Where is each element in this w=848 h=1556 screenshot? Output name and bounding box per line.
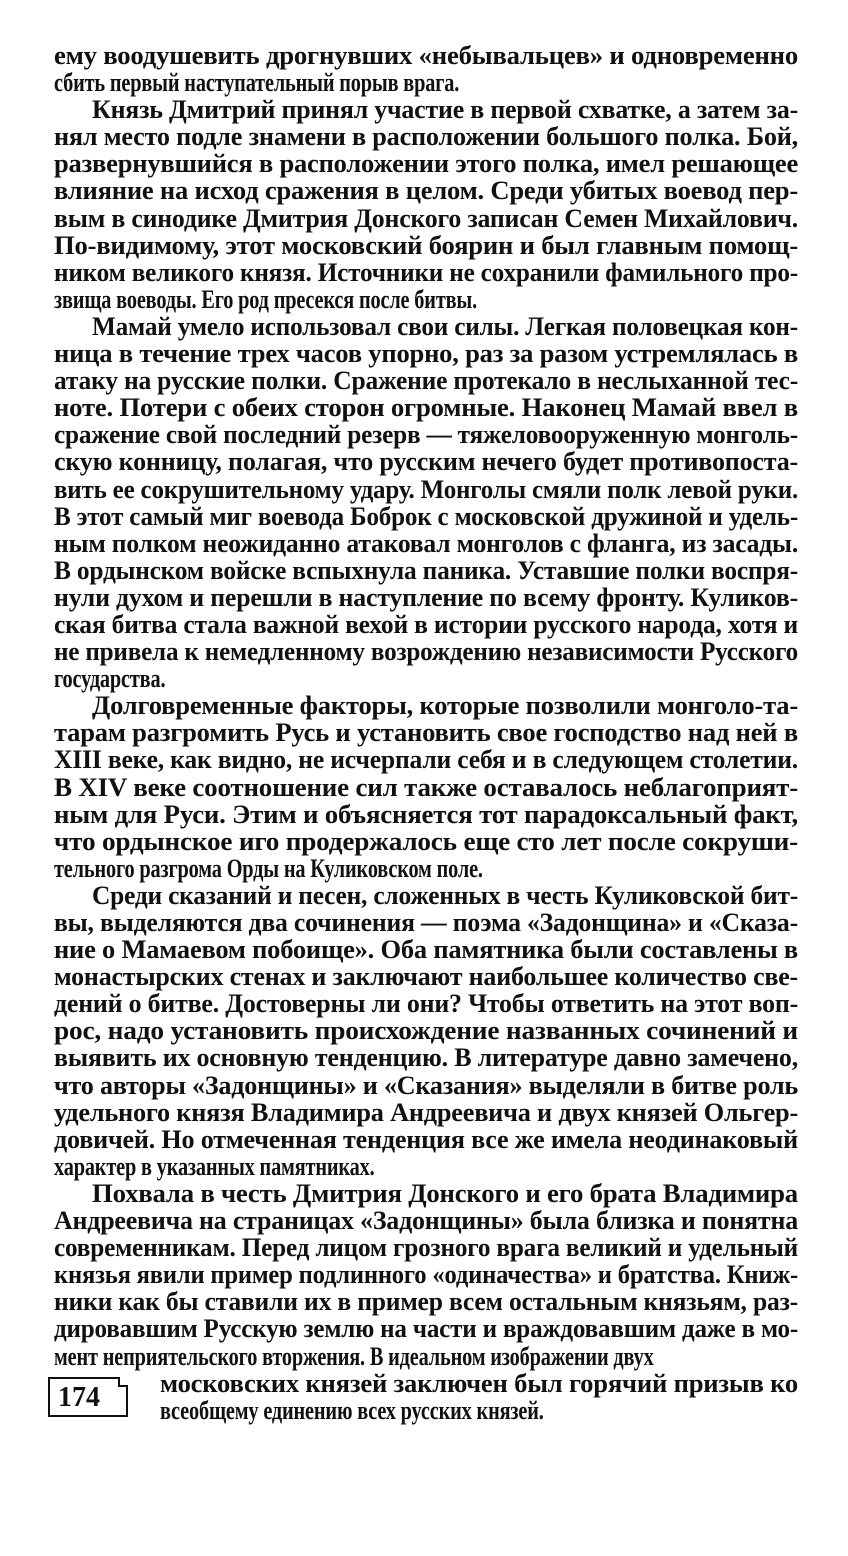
- text-line-content: удельного князя Владимира Андреевича и двух князей Ольгер-: [54, 1097, 799, 1127]
- text-line-content: XIII веке, как видно, не исчерпали себя и в следующем столетии.: [54, 745, 799, 775]
- text-line: [54, 1315, 798, 1342]
- text-line: [54, 1207, 798, 1234]
- text-line-content: что ордынское иго продержалось еще сто лет после сокруши-: [54, 826, 799, 856]
- text-line-content: князья явили пример подлинного «одиначества» и братства. Книж-: [54, 1260, 799, 1290]
- text-line: [54, 96, 798, 123]
- text-line: [54, 394, 798, 421]
- text-line: [54, 340, 798, 367]
- folded-corner-icon: [118, 1377, 128, 1387]
- paragraph: [54, 96, 798, 313]
- text-line-content: Среди сказаний и песен, сложенных в честь Куликовской бит-: [92, 880, 799, 910]
- text-line-content: ница в течение трех часов упорно, раз за разом устремлялась в: [54, 339, 798, 369]
- text-line-content: современникам. Перед лицом грозного врага великий и удельный: [54, 1233, 798, 1263]
- paragraph: [54, 882, 798, 1180]
- page-body: [54, 42, 798, 1424]
- text-line: [54, 286, 798, 313]
- text-line: [54, 692, 798, 719]
- text-line-content: монастырских стенах и заключают наибольшее количество све-: [54, 962, 799, 992]
- text-line-content: развернувшийся в расположении этого полка, имел решающее: [54, 149, 799, 179]
- text-line-content: Похвала в честь Дмитрия Донского и его брата Владимира: [92, 1178, 798, 1208]
- text-line-content: московских князей заключен был горячий призыв ко: [160, 1368, 798, 1398]
- text-line-content: тельного разгрома Орды на Куликовском поле.: [54, 853, 483, 883]
- text-line-content: вы, выделяются два сочинения — поэма «Задонщина» и «Сказа-: [54, 908, 798, 937]
- text-line: [54, 42, 798, 69]
- text-line-content: вить ее сокрушительному удару. Монголы смяли полк левой руки.: [54, 474, 799, 504]
- text-line: [54, 1072, 798, 1099]
- text-line-content: Князь Дмитрий принял участие в первой схватке, а затем за-: [92, 95, 799, 125]
- text-line: [54, 150, 798, 177]
- text-line-content: дений о битве. Достоверны ли они? Чтобы ответить на этот воп-: [54, 989, 799, 1019]
- text-line: [54, 1343, 798, 1370]
- text-line-content: мент неприятельского вторжения. В идеальном изображении двух: [54, 1341, 654, 1371]
- text-line: [54, 828, 798, 855]
- text-line-content: ние о Мамаевом побоище». Оба памятника были составлены в: [54, 935, 799, 965]
- text-line-content: звища воеводы. Его род пресекся после битвы.: [54, 284, 478, 314]
- text-line: [54, 448, 798, 475]
- text-line-content: Мамай умело использовал свои силы. Легкая половецкая кон-: [92, 311, 798, 341]
- text-line-content: характер в указанных памятниках.: [54, 1151, 375, 1181]
- text-line-content: В этот самый миг воевода Боброк с московской дружиной и удель-: [54, 501, 799, 531]
- text-line: [54, 367, 798, 394]
- text-line: [54, 909, 798, 936]
- text-line-content: всеобщему единению всех русских князей.: [160, 1395, 544, 1425]
- text-line: [54, 1288, 798, 1315]
- text-line: [54, 665, 798, 692]
- text-line-content: ская битва стала важной вехой в истории русского народа, хотя и: [54, 609, 799, 639]
- text-line: [54, 990, 798, 1017]
- text-line: [54, 1126, 798, 1153]
- text-line: [54, 584, 798, 611]
- text-line-content: влияние на исход сражения в целом. Среди убитых воевод пер-: [54, 176, 799, 206]
- text-line: [54, 530, 798, 557]
- text-line: [54, 882, 798, 909]
- text-line: [54, 1099, 798, 1126]
- text-line-content: довичей. Но отмеченная тенденция все же имела неодинаковый: [54, 1124, 798, 1154]
- paragraph: [54, 42, 798, 96]
- text-line: [160, 1370, 798, 1397]
- text-line-content: ноте. Потери с обеих сторон огромные. Наконец Мамай ввел в: [54, 393, 798, 423]
- text-line: [54, 1017, 798, 1044]
- text-line: [54, 177, 798, 204]
- text-line: [160, 1397, 798, 1424]
- text-line-content: атаку на русские полки. Сражение протекало в неслыханной тес-: [54, 366, 799, 396]
- text-line: [54, 963, 798, 990]
- text-line-content: По-видимому, этот московский боярин и был главным помощ-: [54, 230, 799, 260]
- text-line: [54, 1153, 798, 1180]
- text-line: [54, 774, 798, 801]
- text-line-content: не привела к немедленному возрождению независимости Русского: [54, 637, 798, 667]
- text-line-content: ему воодушевить дрогнувших «небывальцев» и одновременно: [54, 41, 799, 70]
- text-line-content: ным полком неожиданно атаковал монголов с фланга, из засады.: [54, 528, 799, 558]
- text-line-content: ники как бы ставили их в пример всем остальным князьям, раз-: [54, 1287, 799, 1317]
- text-line: [54, 232, 798, 259]
- text-line: [54, 69, 798, 96]
- text-line-content: государства.: [54, 664, 166, 694]
- text-line-content: нули духом и перешли в наступление по всему фронту. Куликов-: [54, 582, 799, 612]
- text-line: [54, 638, 798, 665]
- page-number: 174: [58, 1381, 100, 1413]
- text-line: [54, 801, 798, 828]
- text-line: [54, 259, 798, 286]
- text-line: [54, 123, 798, 150]
- text-line: [54, 936, 798, 963]
- text-line: [54, 855, 798, 882]
- text-line: [54, 205, 798, 232]
- text-line-content: В XIV веке соотношение сил также оставалось неблагоприят-: [54, 772, 799, 802]
- text-line-content: сражение свой последний резерв — тяжеловооруженную монголь-: [54, 420, 798, 450]
- text-line: [54, 313, 798, 340]
- text-line-content: нял место подле знамени в расположении большого полка. Бой,: [54, 122, 798, 152]
- paragraph: [54, 692, 798, 882]
- paragraph: [54, 1180, 798, 1370]
- text-line-content: Долговременные факторы, которые позволили монголо-та-: [92, 691, 798, 721]
- text-line-content: что авторы «Задонщины» и «Сказания» выделяли в битве роль: [54, 1070, 798, 1100]
- page-number-box: [48, 1377, 128, 1417]
- text-line-content: ным для Руси. Этим и объясняется тот парадоксальный факт,: [54, 799, 799, 829]
- text-line-content: скую конницу, полагая, что русским нечего будет противопоста-: [54, 447, 799, 477]
- text-line: [54, 611, 798, 638]
- text-line: [54, 503, 798, 530]
- text-line: [54, 1180, 798, 1207]
- footer-row: [54, 1370, 798, 1424]
- text-line: [54, 719, 798, 746]
- text-line-content: Андреевича на страницах «Задонщины» была близка и понятна: [54, 1206, 798, 1236]
- text-line: [54, 1234, 798, 1261]
- text-line-content: сбить первый наступательный порыв врага.: [54, 68, 460, 98]
- text-line: [54, 557, 798, 584]
- text-line-content: тарам разгромить Русь и установить свое господство над ней в: [54, 718, 798, 748]
- text-line-content: выявить их основную тенденцию. В литературе давно замечено,: [54, 1043, 798, 1073]
- text-line-content: В ордынском войске вспыхнула паника. Уставшие полки воспря-: [54, 555, 799, 585]
- text-line: [54, 421, 798, 448]
- text-line: [54, 1261, 798, 1288]
- paragraph: [54, 313, 798, 692]
- text-line-content: рос, надо установить происхождение названных сочинений и: [54, 1016, 798, 1046]
- text-line: [54, 476, 798, 503]
- text-line-content: дировавшим Русскую землю на части и враждовавшим даже в мо-: [54, 1314, 799, 1344]
- text-line-content: ником великого князя. Источники не сохранили фамильного про-: [54, 257, 798, 287]
- text-line-content: вым в синодике Дмитрия Донского записан Семен Михайлович.: [54, 203, 798, 233]
- text-line: [54, 746, 798, 773]
- text-line: [54, 1044, 798, 1071]
